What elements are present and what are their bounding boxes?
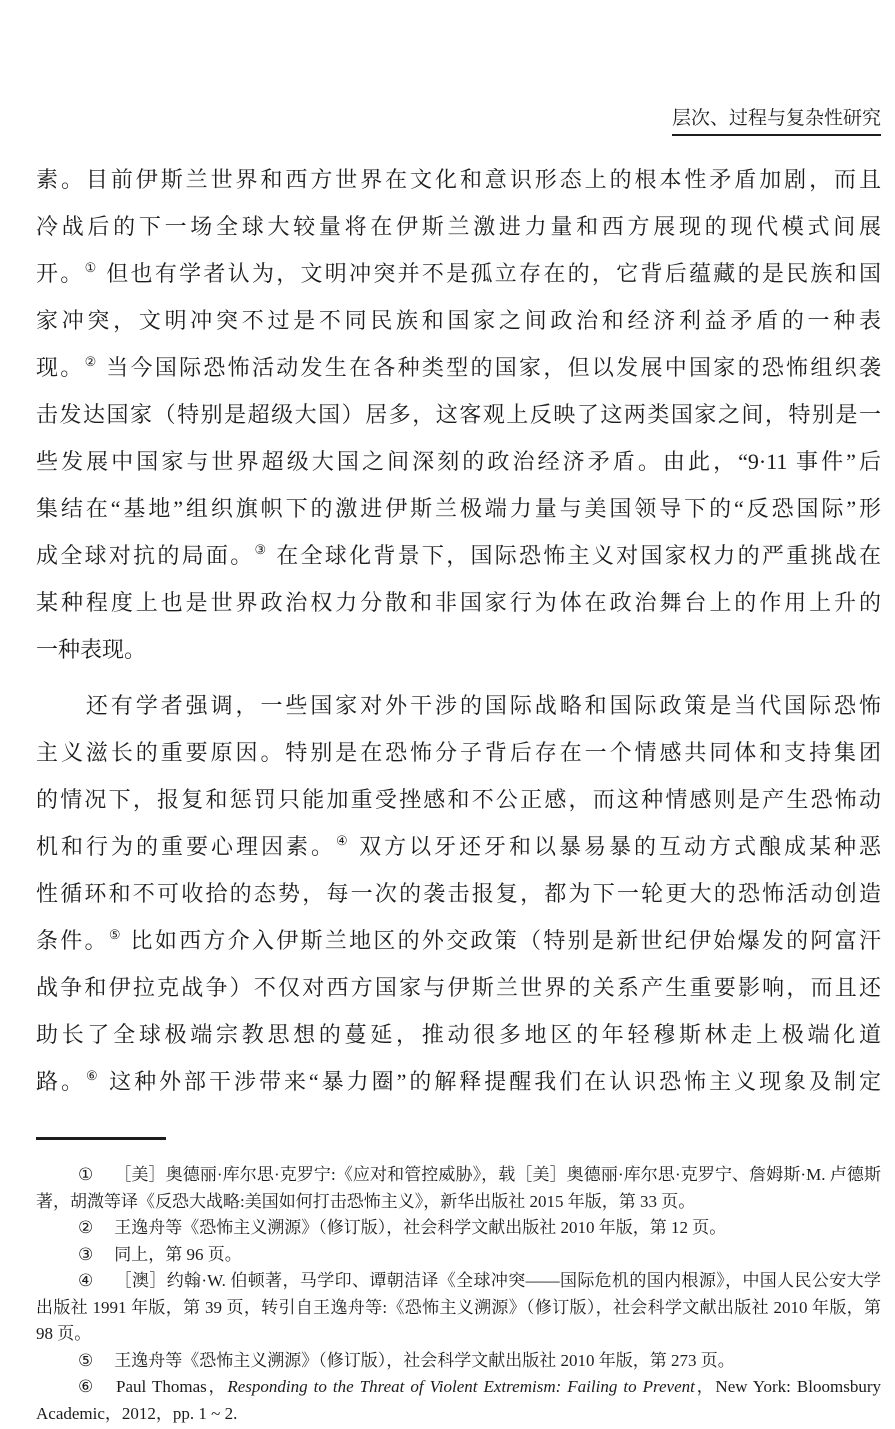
footnote-number: ② (78, 1218, 94, 1237)
footnote-number: ⑤ (78, 1350, 94, 1370)
body-line: 助长了全球极端宗教思想的蔓延，推动很多地区的年轻穆斯林走上极端化道 (36, 1022, 881, 1047)
footnote-number: ③ (78, 1244, 94, 1264)
running-head-title: 层次、过程与复杂性研究 (672, 107, 881, 136)
body-line: 击发达国家（特别是超级大国）居多，这客观上反映了这两类国家之间，特别是一 (36, 402, 881, 427)
footnote-number: ① (78, 1165, 94, 1184)
body-line: 机和行为的重要心理因素。④ 双方以牙还牙和以暴易暴的互动方式酿成某种恶 (36, 833, 881, 859)
footnote (36, 1242, 881, 1269)
footnote (36, 1348, 881, 1375)
paragraph (36, 682, 881, 1105)
body-line: 成全球对抗的局面。③ 在全球化背景下，国际恐怖主义对国家权力的严重挑战在 (36, 542, 881, 568)
body-line: 一种表现。 (36, 637, 147, 662)
footnote-text: ［美］奥德丽·库尔思·克罗宁:《应对和管控威胁》，载［美］奥德丽·库尔思·克罗宁、詹姆斯·M. 卢德斯著，胡溦等译《反恐大战略:美国如何打击恐怖主义》，新华出版社 2015 年版，第 33 页。 (36, 1165, 881, 1211)
body-line: 素。目前伊斯兰世界和西方世界在文化和意识形态上的根本性矛盾加剧，而且 (36, 167, 881, 192)
body-line: 现。② 当今国际恐怖活动发生在各种类型的国家，但以发展中国家的恐怖组织袭 (36, 354, 881, 380)
body-line: 开。① 但也有学者认为，文明冲突并不是孤立存在的，它背后蕴藏的是民族和国 (36, 260, 881, 286)
body-line: 家冲突，文明冲突不过是不同民族和国家之间政治和经济利益矛盾的一种表 (36, 308, 881, 333)
footnote-marker: ③ (254, 542, 269, 557)
body-line: 路。⑥ 这种外部干涉带来“暴力圈”的解释提醒我们在认识恐怖主义现象及制定 (36, 1068, 881, 1094)
body-line: 主义滋长的重要原因。特别是在恐怖分子背后存在一个情感共同体和支持集团 (36, 740, 881, 765)
footnote-text: 王逸舟等《恐怖主义溯源》（修订版），社会科学文献出版社 2010 年版，第 12 页。 (114, 1218, 727, 1237)
footnote (36, 1162, 881, 1215)
footnote (36, 1374, 881, 1427)
footnote-text: 王逸舟等《恐怖主义溯源》（修订版），社会科学文献出版社 2010 年版，第 273 页。 (114, 1350, 735, 1370)
footnote-marker: ⑤ (108, 927, 123, 942)
body-line: 条件。⑤ 比如西方介入伊斯兰地区的外交政策（特别是新世纪伊始爆发的阿富汗 (36, 927, 881, 953)
footnote-number: ⑥ (78, 1377, 96, 1396)
footnote-separator-rule (36, 1137, 166, 1140)
footnote-marker: ② (84, 354, 99, 369)
body-line: 性循环和不可收拾的态势，每一次的袭击报复，都为下一轮更大的恐怖活动创造 (36, 881, 881, 906)
running-head (36, 107, 881, 136)
footnote-marker: ④ (335, 833, 351, 848)
body-text (36, 156, 881, 1105)
footnotes-section (36, 1137, 881, 1427)
body-line: 些发展中国家与世界超级大国之间深刻的政治经济矛盾。由此，“9·11 事件”后 (36, 449, 881, 474)
footnote-marker: ① (84, 260, 99, 275)
footnote (36, 1215, 881, 1242)
footnote-text: ［澳］约翰·W. 伯顿著，马学印、谭朝洁译《全球冲突——国际危机的国内根源》，中国人民公安大学出版社 1991 年版，第 39 页，转引自王逸舟等:《恐怖主义溯源》（修订版），社会科学文献出版社 2010 年版，第 98 页。 (36, 1271, 881, 1343)
footnote-text: Paul Thomas， (116, 1377, 228, 1396)
paragraph (36, 156, 881, 673)
body-line: 集结在“基地”组织旗帜下的激进伊斯兰极端力量与美国领导下的“反恐国际”形 (36, 496, 881, 521)
body-line: 冷战后的下一场全球大较量将在伊斯兰激进力量和西方展现的现代模式间展 (36, 214, 881, 239)
footnotes-list (36, 1162, 881, 1427)
footnote-number: ④ (78, 1271, 94, 1290)
body-line: 某种程度上也是世界政治权力分散和非国家行为体在政治舞台上的作用上升的 (36, 590, 881, 615)
body-line: 的情况下，报复和惩罚只能加重受挫感和不公正感，而这种情感则是产生恐怖动 (36, 787, 881, 812)
body-line: 还有学者强调，一些国家对外干涉的国际战略和国际政策是当代国际恐怖 (36, 693, 881, 718)
footnote-title-italic: Responding to the Threat of Violent Extremism: Failing to Prevent (227, 1377, 695, 1396)
body-line: 战争和伊拉克战争）不仅对西方国家与伊斯兰世界的关系产生重要影响，而且还 (36, 975, 881, 1000)
footnote-text: ，New York: Bloomsbury Academic，2012，pp. 1 ~ 2. (36, 1377, 881, 1423)
footnote (36, 1268, 881, 1348)
footnote-text: 同上，第 96 页。 (114, 1244, 242, 1264)
footnote-marker: ⑥ (85, 1068, 101, 1083)
